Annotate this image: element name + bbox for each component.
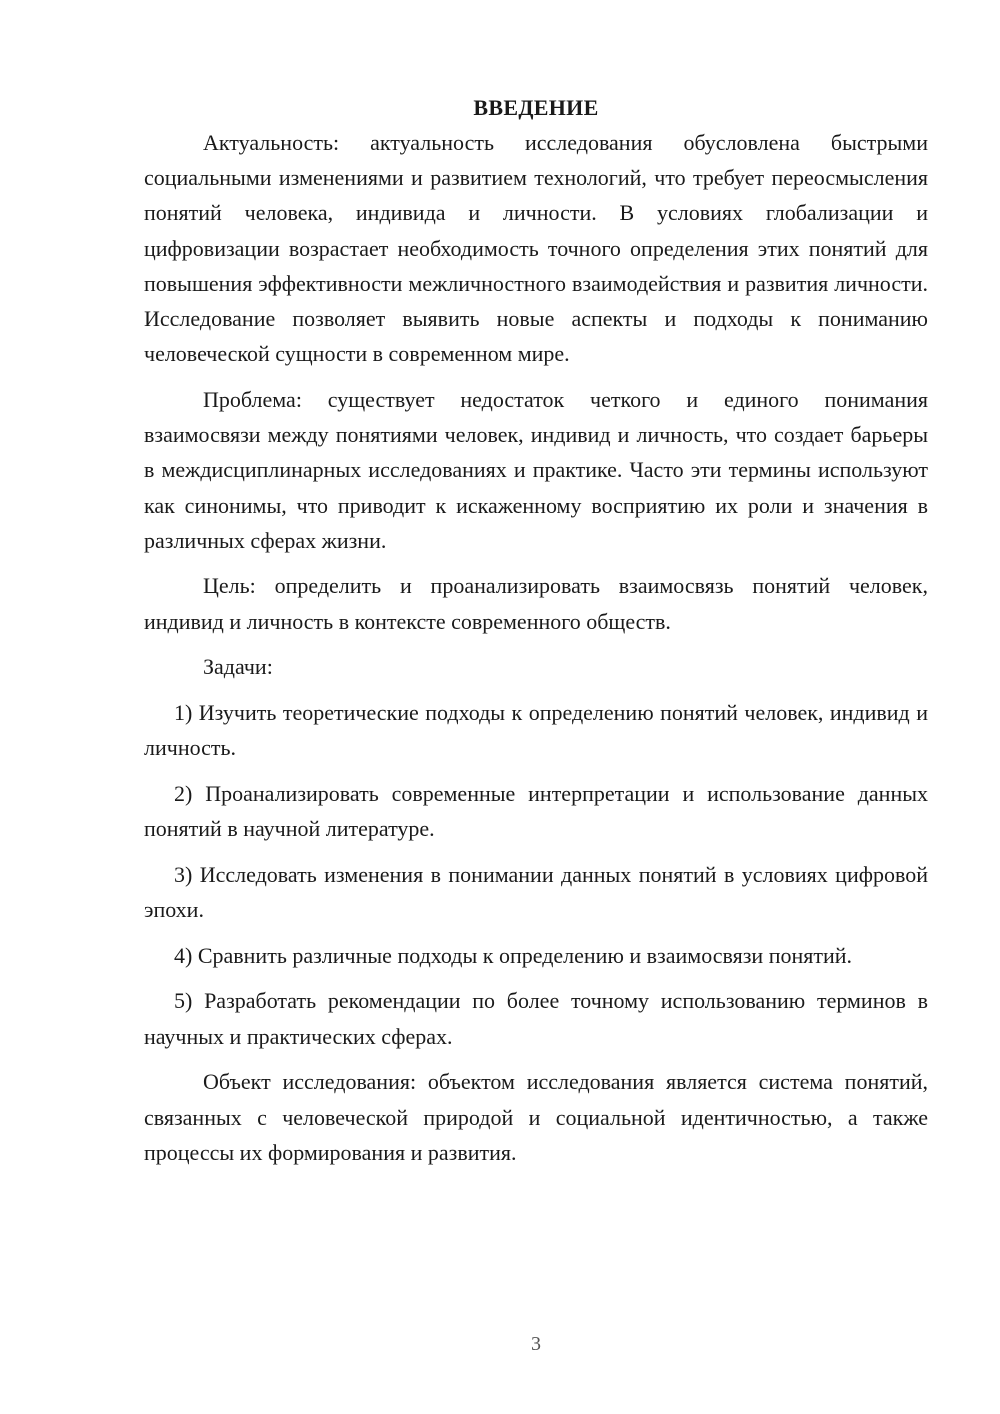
task-item: 2) Проанализировать современные интерпретации и использование данных понятий в научной литературе. xyxy=(144,780,928,842)
task-item: 1) Изучить теоретические подходы к определению понятий человек, индивид и личность. xyxy=(144,700,928,761)
goal-paragraph: Цель: определить и проанализировать взаимосвязь понятий человек, индивид и личность в контексте современного обществ. xyxy=(144,573,928,634)
task-item: 3) Исследовать изменения в понимании данных понятий в условиях цифровой эпохи. xyxy=(144,861,928,923)
relevance-paragraph: Актуальность: актуальность исследования обусловлена быстрыми социальными изменениями и развитием технологий, что требует переосмысления понятий человека, индивида и личности. В условиях глобализации и цифровизации возрастает необходимость точного определения этих понятий для повышения эффективности межличностного взаимодействия и развития личности. Исследование позволяет выявить новые аспекты и подходы к пониманию человеческой сущности в современном мире. xyxy=(144,130,928,367)
tasks-heading: Задачи: xyxy=(203,654,273,680)
page-number: 3 xyxy=(531,1333,541,1355)
task-item: 4) Сравнить различные подходы к определению и взаимосвязи понятий. xyxy=(174,942,853,968)
page-title: ВВЕДЕНИЕ xyxy=(473,95,599,120)
task-item: 5) Разработать рекомендации по более точному использованию терминов в научных и практических сферах. xyxy=(144,988,928,1049)
document-page xyxy=(144,90,928,1180)
problem-paragraph: Проблема: существует недостаток четкого и единого понимания взаимосвязи между понятиями человек, индивид и личность, что создает барьеры в междисциплинарных исследованиях и практике. Часто эти термины используют как синонимы, что приводит к искаженному восприятию их роли и значения в различных сферах жизни. xyxy=(144,386,928,553)
object-paragraph: Объект исследования: объектом исследования является система понятий, связанных с человеческой природой и социальной идентичностью, а также процессы их формирования и развития. xyxy=(144,1069,928,1165)
